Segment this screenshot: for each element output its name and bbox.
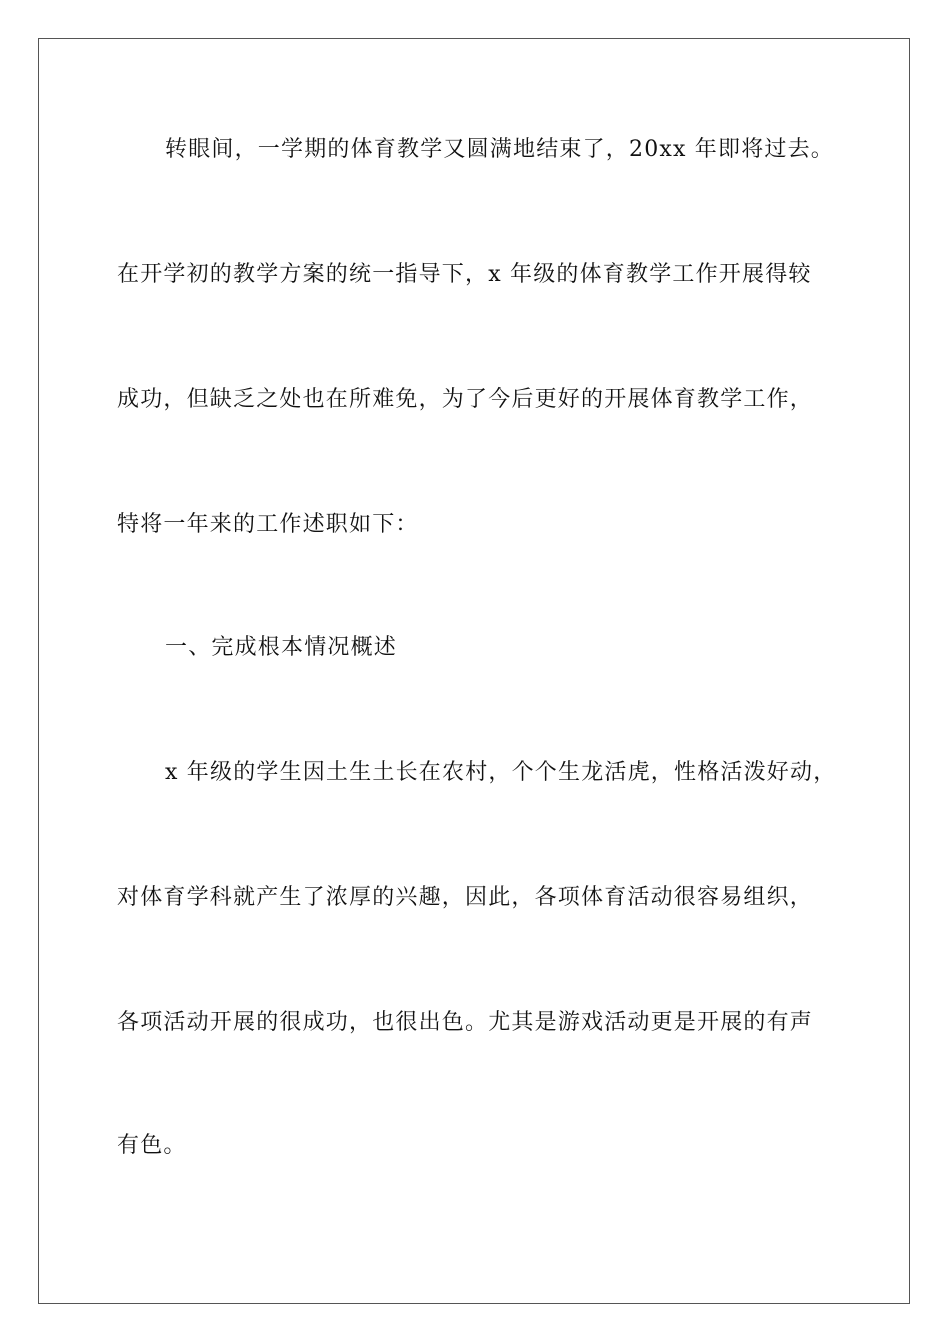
paragraph-line-2: 在开学初的教学方案的统一指导下，x 年级的体育教学工作开展得较 [117, 262, 812, 287]
section-heading: 一、完成根本情况概述 [165, 635, 398, 660]
paragraph-line-1: 转眼间，一学期的体育教学又圆满地结束了，20xx 年即将过去。 [165, 137, 835, 162]
paragraph-line-4: 特将一年来的工作述职如下： [117, 512, 419, 537]
paragraph-line-8: 有色。 [117, 1133, 187, 1158]
page-border [38, 38, 910, 1304]
paragraph-line-3: 成功，但缺乏之处也在所难免，为了今后更好的开展体育教学工作， [117, 387, 814, 412]
paragraph-line-7: 各项活动开展的很成功，也很出色。尤其是游戏活动更是开展的有声 [117, 1010, 814, 1035]
paragraph-line-6: 对体育学科就产生了浓厚的兴趣，因此，各项体育活动很容易组织， [117, 885, 814, 910]
paragraph-line-5: x 年级的学生因土生土长在农村，个个生龙活虎，性格活泼好动， [165, 760, 837, 785]
